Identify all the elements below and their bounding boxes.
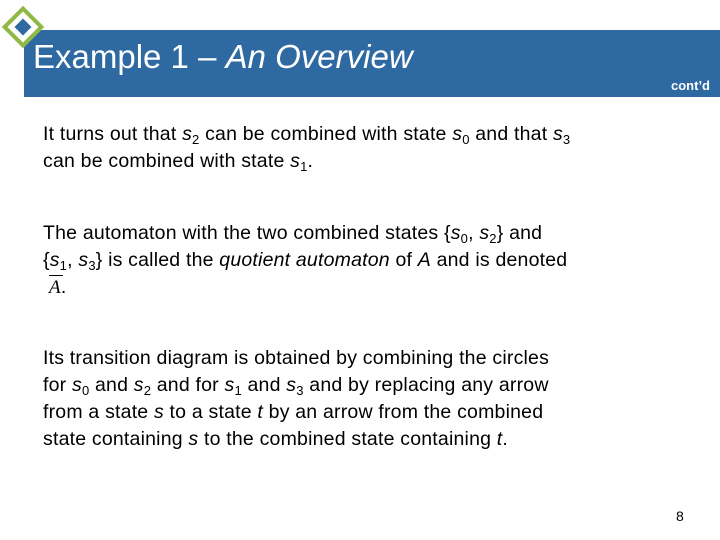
slide-title [33,40,413,73]
page-number: 8 [676,508,684,524]
title-subtitle: An Overview [225,38,413,75]
paragraph-2: The automaton with the two combined states {$s_0$, $s_2$} and {$s_1$, $s_3$} is called the quotient automaton of A and is denoted A. [43,220,703,301]
paragraph-3: Its transition diagram is obtained by combining the circles for $s_0$ and $s_2$ and for $s_1$ and $s_3$ and by replacing any arrow from a state s to a state t by an arrow from the combined state containing s to the combined state containing t. [43,347,550,450]
paragraph-1: It turns out that $s_2$ can be combined with state $s_0$ and that $s_3$ can be combined with state $s_1$. [43,123,571,174]
title-main: Example 1 – [33,38,226,75]
continued-label: cont’d [671,78,710,93]
a-bar-symbol: A [49,274,61,301]
